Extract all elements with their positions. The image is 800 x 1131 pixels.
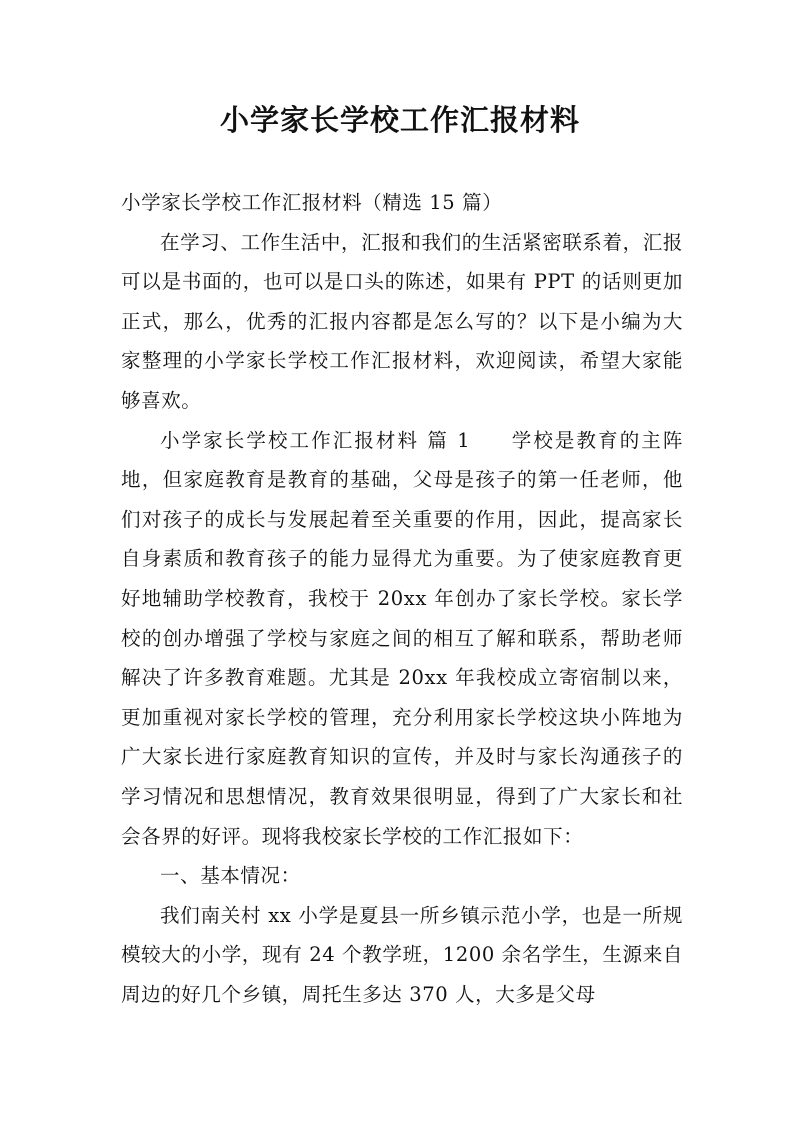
section-1-paragraph xyxy=(121,421,683,857)
section-1-body: 学校是教育的主阵地，但家庭教育是教育的基础，父母是孩子的第一任老师，他们对孩子的成长与发展起着至关重要的作用，因此，提高家长自身素质和教育孩子的能力显得尤为重要。为了使家庭教育更好地辅助学校教育，我校于 20xx 年创办了家长学校。家长学校的创办增强了学校与家庭之间的相互了解和联系，帮助老师解决了许多教育难题。尤其是 20xx 年我校成立寄宿制以来，更加重视对家长学校的管理，充分利用家长学校这块小阵地为广大家长进行家庭教育知识的宣传，并及时与家长沟通孩子的学习情况和思想情况，教育效果很明显，得到了广大家长和社会各界的好评。现将我校家长学校的工作汇报如下： xyxy=(121,428,683,848)
basic-info-heading: 一、基本情况： xyxy=(160,864,301,888)
basic-info-paragraph: 我们南关村 xx 小学是夏县一所乡镇示范小学，也是一所规模较大的小学，现有 24 个教学班，1200 余名学生，生源来自周边的好几个乡镇，周托生多达 370 人，大多是父母 xyxy=(121,903,683,1006)
document-title: 小学家长学校工作汇报材料 xyxy=(219,103,580,137)
document-subtitle: 小学家长学校工作汇报材料（精选 15 篇） xyxy=(121,191,503,214)
intro-paragraph: 在学习、工作生活中，汇报和我们的生活紧密联系着，汇报可以是书面的，也可以是口头的陈述，如果有 PPT 的话则更加正式，那么，优秀的汇报内容都是怎么写的？以下是小编为大家整理的小学家长学校工作汇报材料，欢迎阅读，希望大家能够喜欢。 xyxy=(121,230,683,412)
document-body xyxy=(121,183,683,1014)
section-1-heading: 小学家长学校工作汇报材料 篇 1 xyxy=(160,428,471,452)
